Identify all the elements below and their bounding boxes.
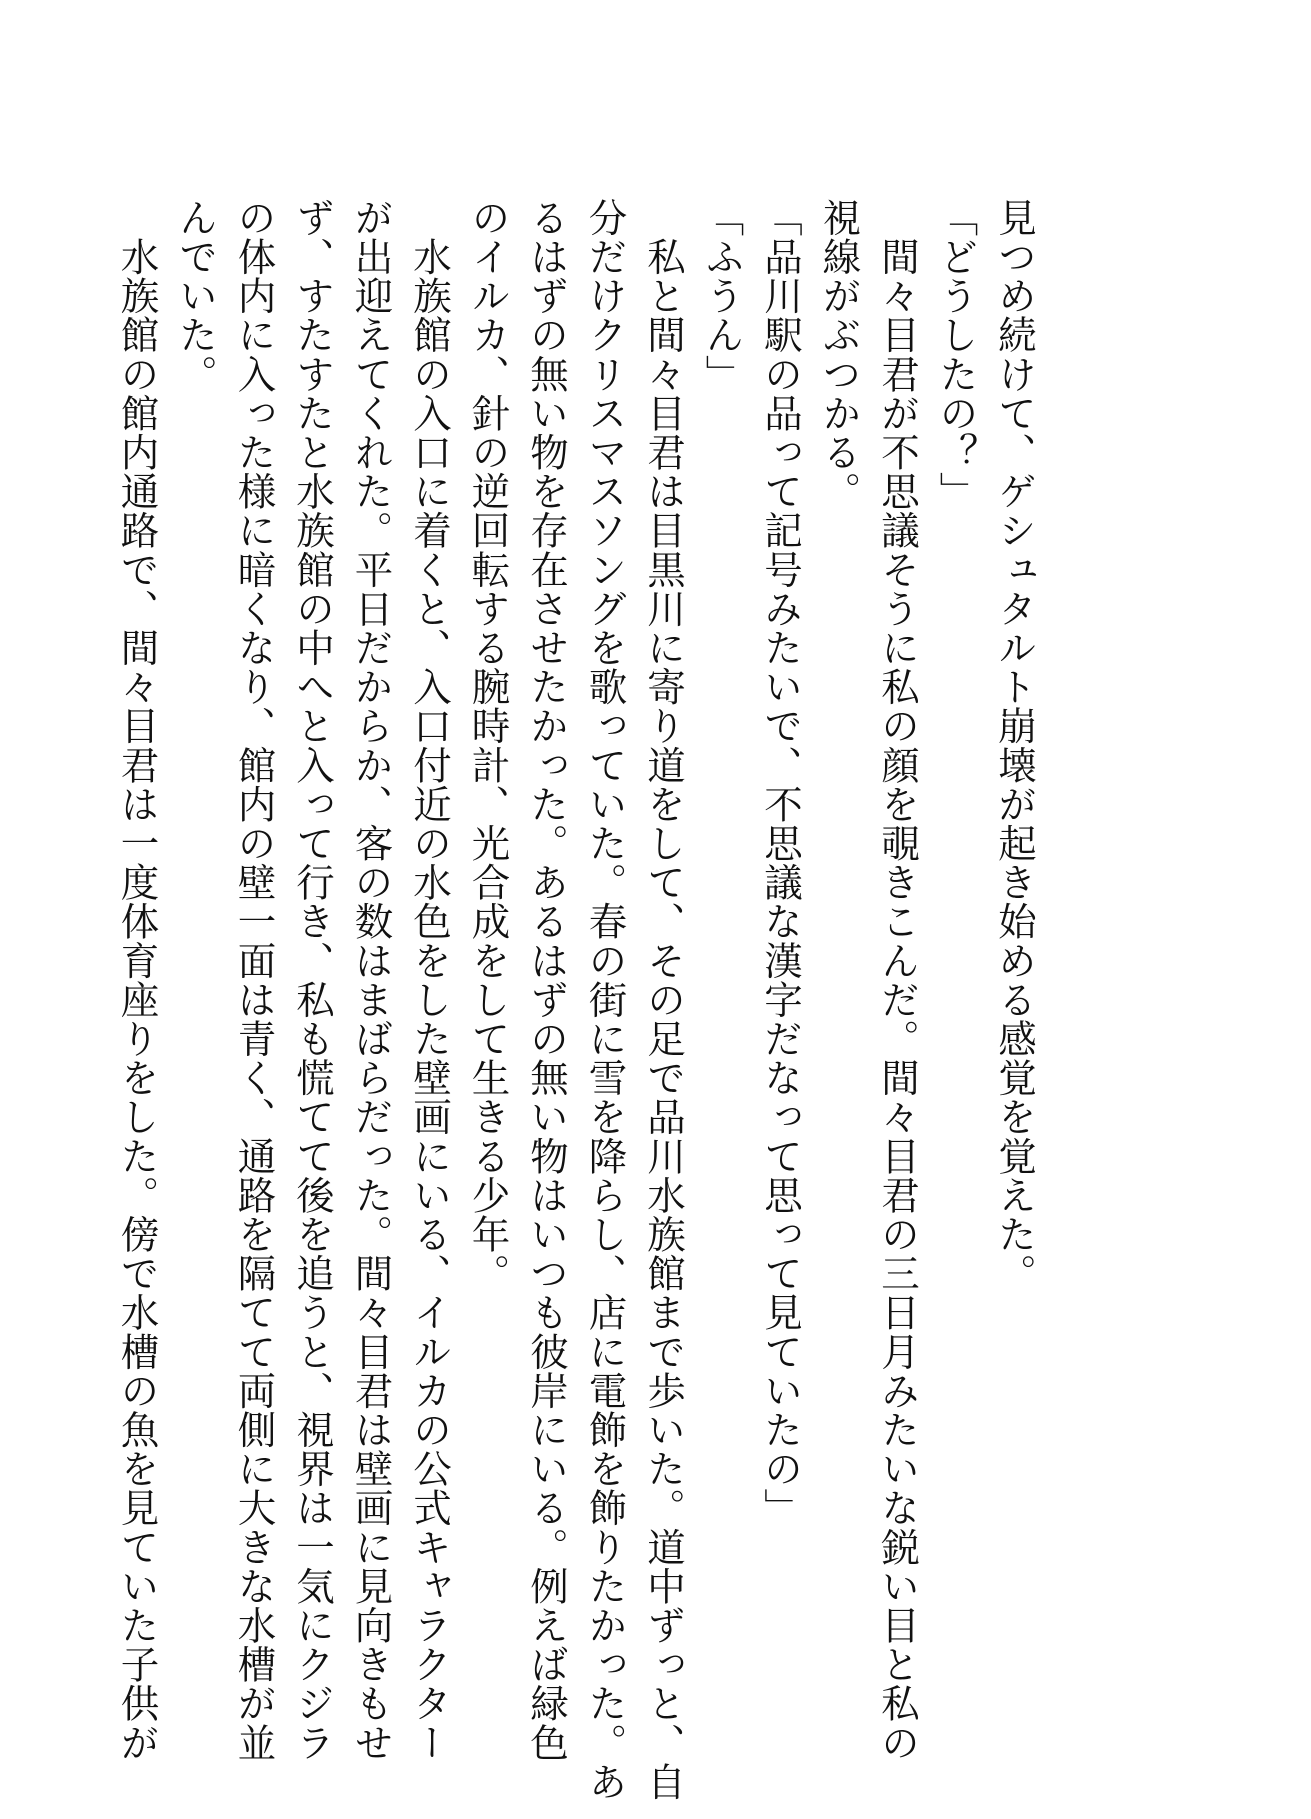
text-line-2: 「どうしたの？」	[933, 198, 979, 511]
text-line-7: 私と間々目君は目黒川に寄り道をして、その足で品川水族館まで歩いた。道中ずっと、自	[641, 198, 686, 1802]
text-line-11: 水族館の入口に着くと、入口付近の水色をした壁画にいる、イルカの公式キャラクター	[407, 198, 452, 1762]
vertical-text-body	[107, 198, 1043, 1802]
text-line-10: のイルカ、針の逆回転する腕時計、光合成をして生きる少年。	[465, 198, 511, 1293]
text-line-16: 水族館の館内通路で、間々目君は一度体育座りをした。傍で水槽の魚を見ていた子供が	[114, 198, 160, 1762]
text-line-9: るはずの無い物を存在させたかった。あるはずの無い物はいつも彼岸にいる。例えば緑色	[524, 198, 569, 1762]
text-line-14: の体内に入った様に暗くなり、館内の壁一面は青く、通路を隔てて両側に大きな水槽が並	[231, 198, 277, 1762]
text-line-3: 間々目君が不思議そうに私の顔を覗きこんだ。間々目君の三日月みたいな鋭い目と私の	[875, 198, 920, 1762]
text-line-13: ず、すたすたと水族館の中へと入って行き、私も慌てて後を追うと、視界は一気にクジラ	[290, 198, 335, 1762]
text-line-5: 「品川駅の品って記号みたいで、不思議な漢字だなって思って見ていたの」	[758, 198, 803, 1528]
text-line-12: が出迎えてくれた。平日だからか、客の数はまばらだった。間々目君は壁画に見向きもせ	[348, 198, 394, 1762]
text-line-6: 「ふうん」	[699, 198, 745, 394]
text-line-4: 視線がぶつかる。	[816, 198, 862, 511]
text-line-1: 見つめ続けて、ゲシュタルト崩壊が起き始める感覚を覚えた。	[992, 198, 1037, 1293]
text-line-15: んでいた。	[173, 198, 218, 394]
text-line-8: 分だけクリスマスソングを歌っていた。春の街に雪を降らし、店に電飾を飾りたかった。あ	[582, 198, 628, 1802]
